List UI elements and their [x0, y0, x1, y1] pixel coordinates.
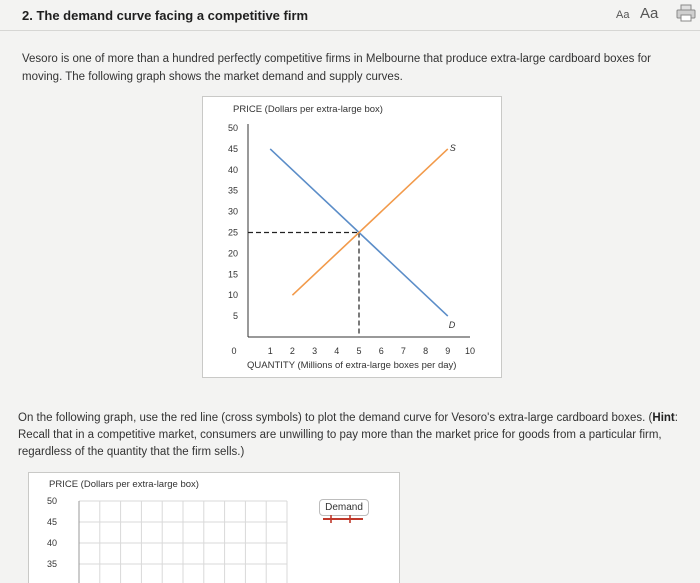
x-axis-title: QUANTITY (Millions of extra-large boxes per day)	[247, 360, 457, 371]
y-tick-label: 30	[227, 206, 238, 217]
firm-graph[interactable]	[29, 473, 399, 583]
instructions-rest: : Recall that in a competitive market, consumers are unwilling to pay more than the market price for goods from a particular firm, regardless of the quantity that the firm sells.)	[18, 411, 678, 458]
firm-graph-panel	[28, 472, 400, 583]
x-tick-label: 5	[356, 346, 362, 356]
instructions-paragraph	[18, 410, 686, 461]
x-tick-label: 2	[289, 346, 295, 356]
y-tick-label: 40	[227, 164, 238, 175]
y-tick-label: 45	[46, 517, 57, 527]
demand-curve-label: D	[448, 320, 456, 331]
demand-cross-tool-icon[interactable]	[320, 514, 366, 524]
question-header	[0, 0, 700, 31]
y-tick-label: 40	[46, 538, 57, 548]
y-tick-label: 50	[227, 123, 238, 133]
x-tick-label: 9	[445, 346, 451, 356]
y-tick-label: 25	[227, 227, 238, 238]
print-icon[interactable]	[676, 4, 696, 22]
x-tick-label: 6	[378, 346, 384, 356]
x-tick-label: 4	[334, 346, 340, 356]
x-tick-label: 3	[312, 346, 318, 356]
x-tick-label-origin: 0	[231, 346, 237, 356]
hint-label: Hint	[652, 411, 675, 424]
instructions-lead: On the following graph, use the red line (cross symbols) to plot the demand curve for Vesoro's extra-large cardboard boxes. (	[18, 411, 653, 424]
y-tick-label: 45	[227, 143, 238, 154]
y-tick-label: 35	[46, 559, 57, 569]
market-graph	[203, 97, 501, 377]
y-axis-title: PRICE (Dollars per extra-large box)	[233, 104, 383, 115]
legend-demand-label[interactable]: Demand	[319, 499, 369, 516]
y-tick-label: 35	[227, 185, 238, 196]
x-tick-label: 1	[267, 346, 273, 356]
intro-paragraph: Vesoro is one of more than a hundred perfectly competitive firms in Melbourne that produce extra-large cardboard boxes for moving. The following graph shows the market demand and supply curves.	[22, 52, 652, 83]
y-tick-label: 20	[227, 248, 238, 259]
font-decrease-button[interactable]: Aa	[616, 9, 630, 21]
question-title: 2. The demand curve facing a competitive firm	[22, 8, 309, 23]
y-axis-title: PRICE (Dollars per extra-large box)	[49, 479, 199, 490]
x-tick-label: 8	[423, 346, 429, 356]
y-tick-label: 50	[46, 496, 57, 506]
y-tick-label: 15	[227, 269, 238, 280]
y-tick-label: 5	[232, 311, 238, 322]
curve-s	[292, 149, 447, 295]
x-tick-label: 7	[400, 346, 406, 356]
market-graph-panel	[202, 96, 502, 378]
font-increase-button[interactable]: Aa	[640, 5, 659, 22]
x-tick-label: 10	[464, 346, 476, 356]
y-tick-label: 10	[227, 290, 238, 301]
supply-curve-label: S	[449, 142, 456, 153]
